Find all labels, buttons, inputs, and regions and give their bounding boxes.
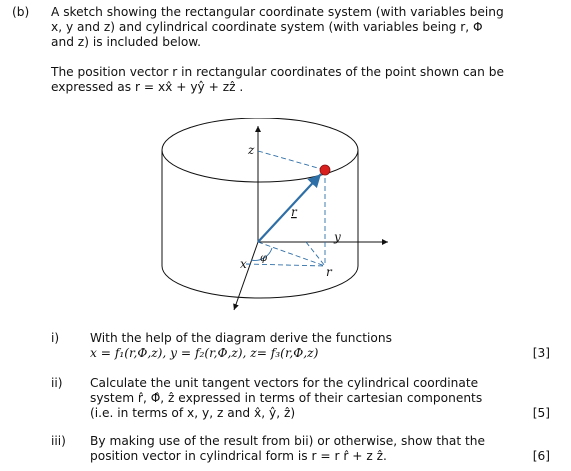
question-iii-label: iii) bbox=[51, 434, 66, 448]
question-i-mark: [3] bbox=[532, 346, 550, 360]
r-label: r bbox=[326, 265, 332, 279]
intro-line-2: x, y and z) and cylindrical coordinate system (with variables being r, Φ bbox=[51, 20, 483, 34]
y-axis-label: y bbox=[334, 230, 341, 244]
question-i-line-2: x = f₁(r,Φ,z), y = f₂(r,Φ,z), z= f₃(r,Φ,z) bbox=[90, 346, 319, 360]
phi-label: φ bbox=[260, 253, 268, 264]
question-ii-label: ii) bbox=[51, 376, 63, 390]
question-iii-line-1: By making use of the result from bii) or otherwise, show that the bbox=[90, 434, 485, 448]
x-axis bbox=[234, 242, 258, 310]
position-vector-line-1: The position vector r in rectangular coordinates of the point shown can be bbox=[51, 65, 504, 79]
question-i-line-1: With the help of the diagram derive the functions bbox=[90, 331, 392, 345]
z-axis-label: z bbox=[248, 143, 255, 157]
r-vector-label: r bbox=[291, 205, 297, 219]
question-ii-line-3: (i.e. in terms of x, y, z and x̂, ŷ, ẑ) bbox=[90, 406, 296, 420]
question-ii-mark: [5] bbox=[532, 406, 550, 420]
intro-line-1: A sketch showing the rectangular coordinate system (with variables being bbox=[51, 5, 504, 19]
question-iii-mark: [6] bbox=[532, 449, 550, 463]
x-axis-label: x bbox=[240, 257, 247, 271]
question-ii-line-2: system r̂, Φ̂, ẑ expressed in terms of their cartesian components bbox=[90, 391, 483, 405]
position-vector-line-2: expressed as r = xx̂ + yŷ + zẑ . bbox=[51, 80, 244, 94]
position-vector-arrow bbox=[258, 174, 321, 242]
part-label: (b) bbox=[12, 5, 30, 19]
point-marker bbox=[320, 165, 330, 175]
question-iii-line-2: position vector in cylindrical form is r = r r̂ + z ẑ. bbox=[90, 449, 387, 463]
cylinder-coordinate-diagram bbox=[150, 118, 410, 318]
question-ii-line-1: Calculate the unit tangent vectors for the cylindrical coordinate bbox=[90, 376, 479, 390]
question-i-label: i) bbox=[51, 331, 60, 345]
intro-line-3: and z) is included below. bbox=[51, 35, 202, 49]
